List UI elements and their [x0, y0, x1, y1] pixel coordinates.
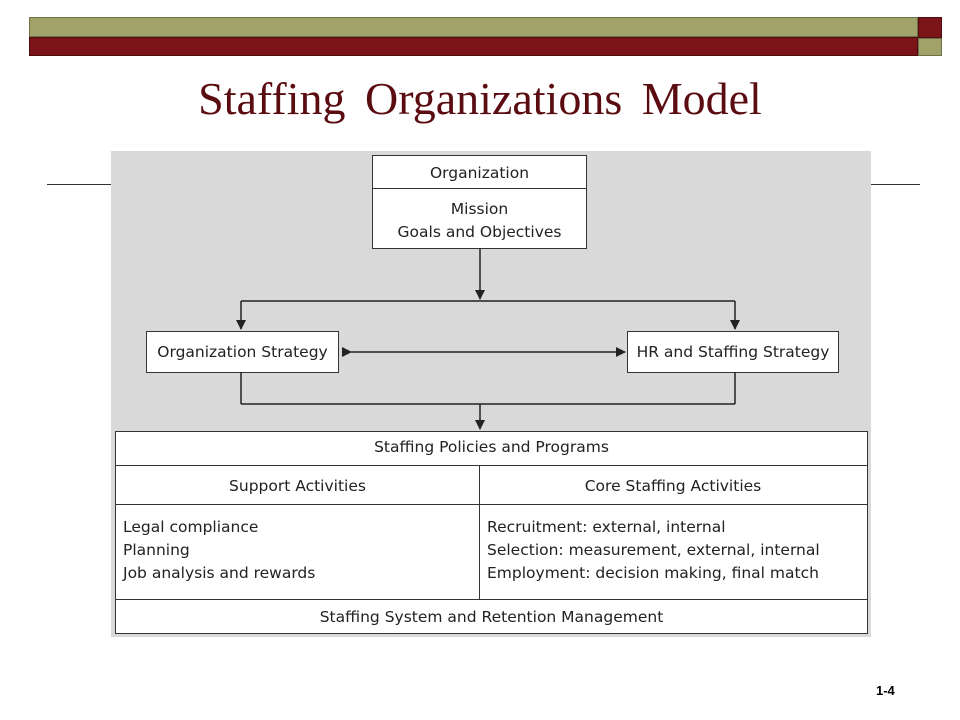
support-activities-header: Support Activities: [229, 477, 366, 495]
table-divider-2: [116, 504, 867, 505]
hr-strategy-label: HR and Staffing Strategy: [636, 343, 830, 361]
organization-divider: [373, 188, 586, 189]
support-item: Legal compliance: [123, 518, 259, 536]
title-rule-left: [47, 184, 111, 185]
corner-square-olive: [918, 38, 942, 56]
table-divider-3: [116, 599, 867, 600]
organization-strategy-label: Organization Strategy: [157, 343, 328, 361]
organization-goals: Goals and Objectives: [397, 223, 562, 241]
header-bar-olive: [29, 17, 918, 37]
table-divider-1: [116, 465, 867, 466]
organization-strategy-box: [146, 331, 339, 373]
header-bar-maroon: [29, 37, 918, 56]
core-item: Employment: decision making, final match: [487, 564, 819, 582]
organization-header: Organization: [429, 164, 530, 182]
staffing-policies-table: [115, 431, 868, 634]
core-item: Selection: measurement, external, internal: [487, 541, 820, 559]
corner-square-maroon: [918, 17, 942, 38]
policies-header: Staffing Policies and Programs: [374, 438, 609, 456]
slide-number: 1-4: [876, 683, 895, 698]
organization-mission: Mission: [450, 200, 509, 218]
policies-footer: Staffing System and Retention Management: [319, 608, 664, 626]
support-item: Job analysis and rewards: [123, 564, 316, 582]
slide-title: Staffing Organizations Model: [198, 73, 762, 124]
core-activities-header: Core Staffing Activities: [584, 477, 762, 495]
hr-strategy-box: [627, 331, 839, 373]
core-item: Recruitment: external, internal: [487, 518, 726, 536]
staffing-model-diagram: [111, 151, 871, 637]
title-rule-right: [871, 184, 920, 185]
support-item: Planning: [123, 541, 190, 559]
organization-box: [372, 155, 587, 249]
